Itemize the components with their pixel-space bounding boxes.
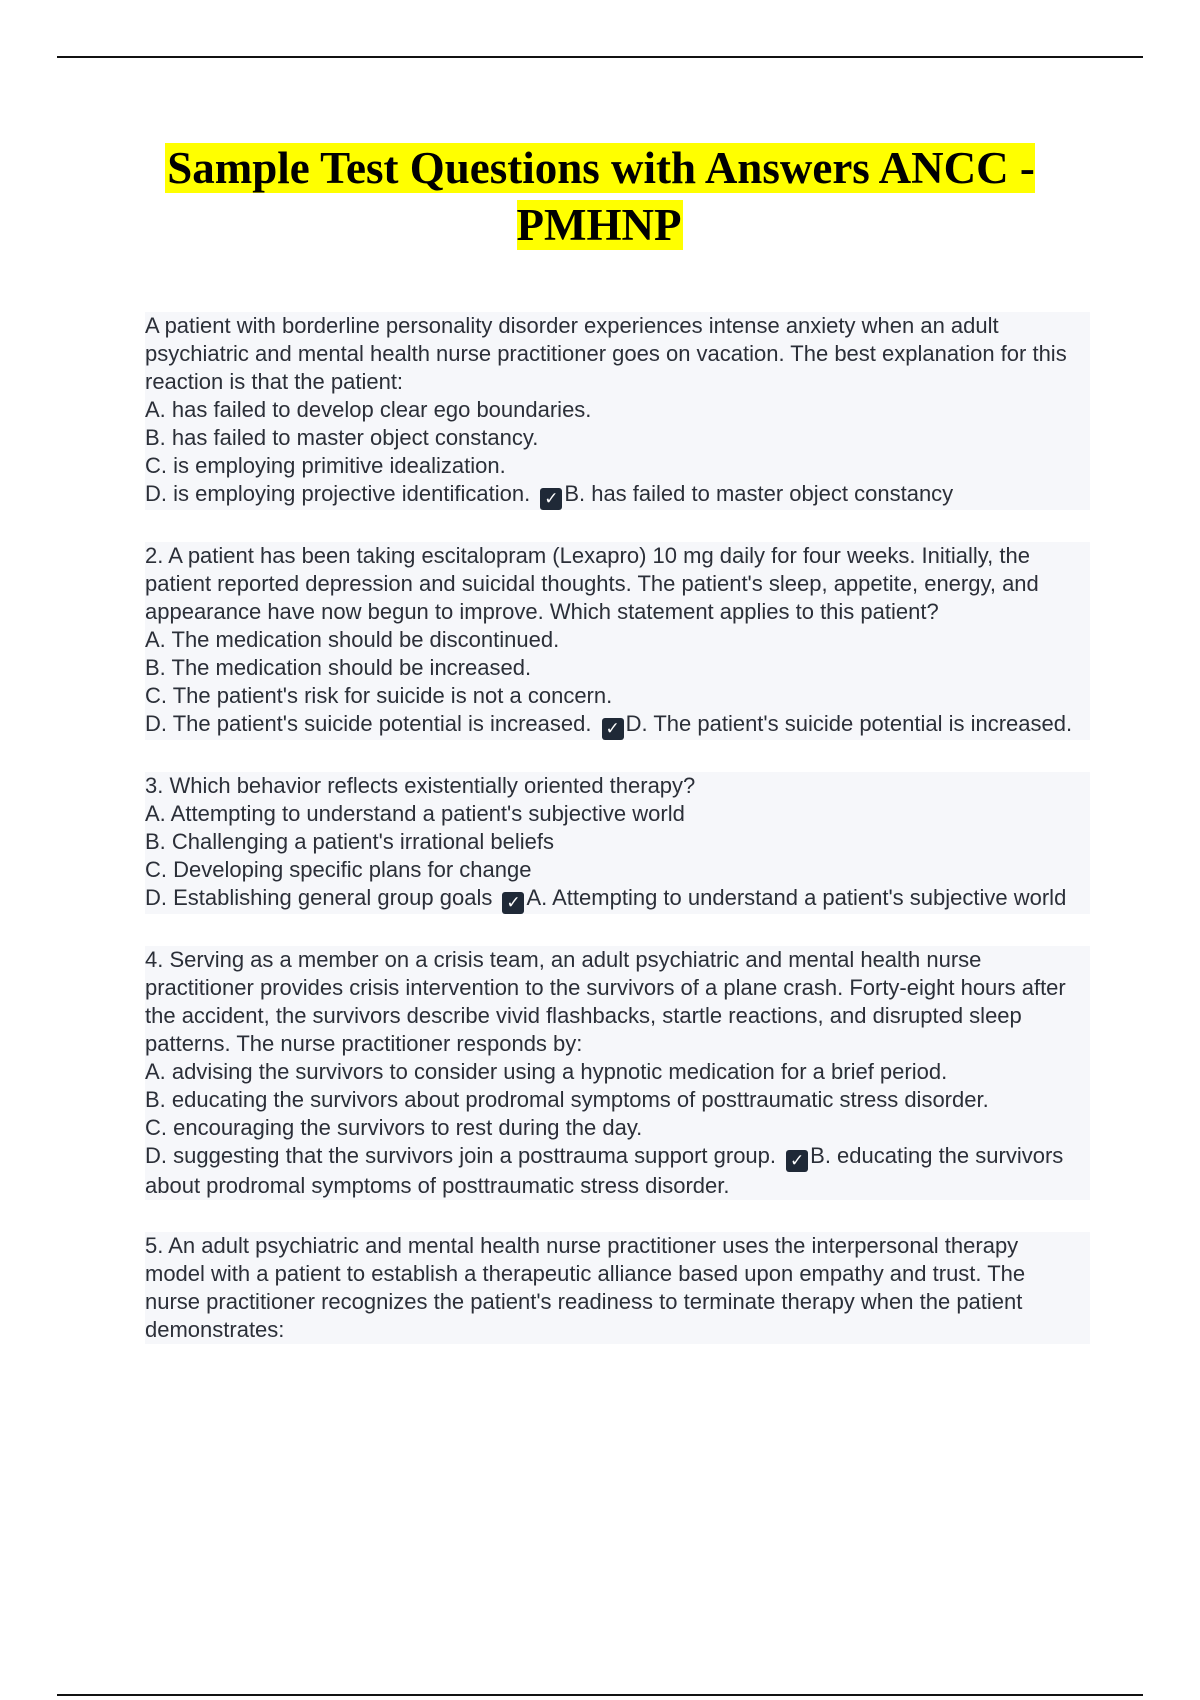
option-d-with-answer [145,480,1084,510]
option-a: A. has failed to develop clear ego boundaries. [145,397,592,422]
question-stem: A patient with borderline personality disorder experiences intense anxiety when an adult psychiatric and mental health nurse practitioner goes on vacation. The best explanation for this reaction is that the patient: [145,313,1067,394]
option-c: C. The patient's risk for suicide is not a concern. [145,683,613,708]
option-d: D. The patient's suicide potential is increased. [145,711,592,736]
option-b: B. Challenging a patient's irrational beliefs [145,829,554,854]
checkmark-icon: ✓ [786,1150,808,1172]
option-b: B. The medication should be increased. [145,655,532,680]
option-a: A. The medication should be discontinued. [145,627,560,652]
checkmark-icon: ✓ [502,892,524,914]
option-c: C. Developing specific plans for change [145,857,532,882]
answer-text: B. educating the survivors about prodromal symptoms of posttraumatic stress disorder. [145,1143,1064,1198]
answer-text: A. Attempting to understand a patient's subjective world [526,885,1067,910]
option-c: C. is employing primitive idealization. [145,453,506,478]
question-2 [145,542,1090,740]
option-d: D. Establishing general group goals [145,885,493,910]
question-stem: 3. Which behavior reflects existentially oriented therapy? [145,773,696,798]
checkmark-icon: ✓ [602,718,624,740]
answer-text: B. has failed to master object constancy [564,481,954,506]
option-d: D. suggesting that the survivors join a posttrauma support group. [145,1143,777,1168]
option-d: D. is employing projective identification. [145,481,531,506]
option-d-with-answer [145,884,1084,914]
option-d-with-answer [145,710,1084,740]
title-container [0,140,1200,254]
question-stem: 2. A patient has been taking escitalopram (Lexapro) 10 mg daily for four weeks. Initially, the patient reported depression and suicidal thoughts. The patient's sleep, appetite, energy, and appearance have now begun to improve. Which statement applies to this patient? [145,543,1039,624]
option-b: B. has failed to master object constancy. [145,425,539,450]
question-list [145,312,1090,1376]
answer-text: D. The patient's suicide potential is increased. [625,711,1073,736]
option-c: C. encouraging the survivors to rest during the day. [145,1115,643,1140]
option-a: A. advising the survivors to consider using a hypnotic medication for a brief period. [145,1059,948,1084]
page-title-highlight: Sample Test Questions with Answers ANCC - PMHNP [167,143,1035,250]
option-d-with-answer [145,1142,1084,1200]
question-3 [145,772,1090,914]
option-b: B. educating the survivors about prodromal symptoms of posttraumatic stress disorder. [145,1087,989,1112]
page-title [120,140,1080,254]
question-5 [145,1232,1090,1344]
option-a: A. Attempting to understand a patient's subjective world [145,801,685,826]
question-1 [145,312,1090,510]
header-rule [57,56,1143,58]
question-4 [145,946,1090,1200]
question-stem: 5. An adult psychiatric and mental health nurse practitioner uses the interpersonal therapy model with a patient to establish a therapeutic alliance based upon empathy and trust. The nurse practitioner recognizes the patient's readiness to terminate therapy when the patient demonstrates: [145,1233,1026,1342]
checkmark-icon: ✓ [540,488,562,510]
question-stem: 4. Serving as a member on a crisis team, an adult psychiatric and mental health nurse practitioner provides crisis intervention to the survivors of a plane crash. Forty-eight hours after the accident, the survivors describe vivid flashbacks, startle reactions, and disrupted sleep patterns. The nurse practitioner responds by: [145,947,1066,1056]
footer-rule [57,1694,1143,1696]
